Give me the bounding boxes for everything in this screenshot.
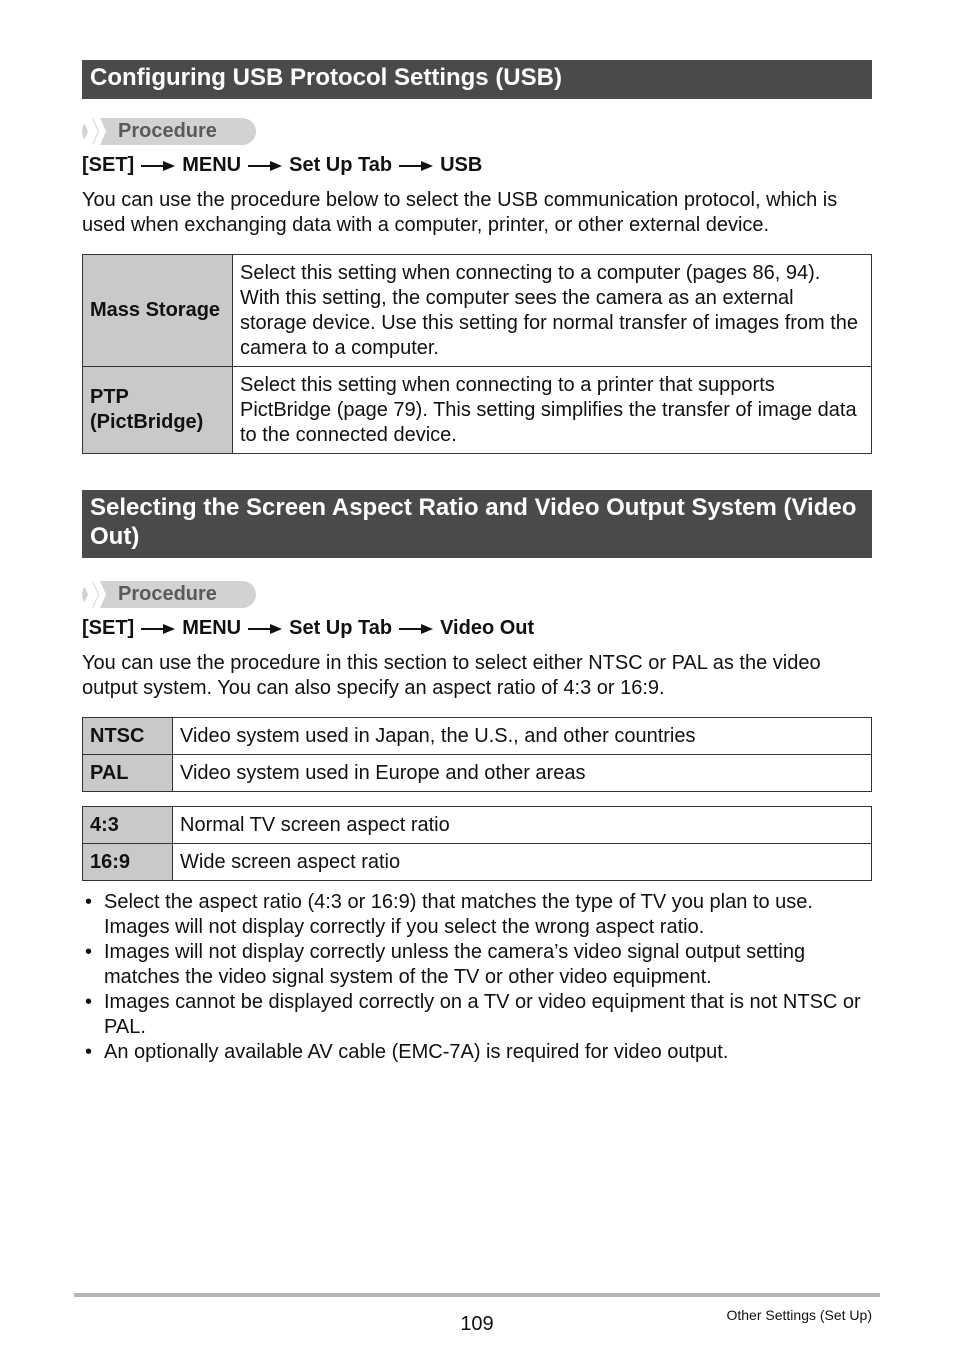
system-name: NTSC bbox=[83, 718, 173, 755]
list-item: • Select the aspect ratio (4:3 or 16:9) that matches the type of TV you plan to use. Images will not display correctly if you select the wrong aspect ratio. bbox=[82, 890, 872, 940]
ratio-name: 4:3 bbox=[83, 807, 173, 844]
table-row bbox=[83, 755, 872, 792]
path-step: MENU bbox=[182, 154, 242, 176]
video-menu-path bbox=[82, 617, 534, 640]
arrow-right-icon bbox=[248, 161, 282, 171]
arrow-right-icon bbox=[399, 624, 433, 634]
video-section-heading: Selecting the Screen Aspect Ratio and Video Output System (Video Out) bbox=[82, 490, 872, 558]
usb-settings-table bbox=[82, 254, 872, 454]
table-row bbox=[83, 367, 872, 454]
system-description: Video system used in Japan, the U.S., and other countries bbox=[173, 718, 872, 755]
path-step: [SET] bbox=[82, 154, 135, 176]
list-item: • Images will not display correctly unless the camera’s video signal output setting matches the video signal system of the TV or other video equipment. bbox=[82, 940, 872, 990]
table-row bbox=[83, 807, 872, 844]
path-step: Set Up Tab bbox=[289, 154, 393, 176]
aspect-ratio-table bbox=[82, 806, 872, 881]
list-item: • An optionally available AV cable (EMC-7A) is required for video output. bbox=[82, 1040, 872, 1065]
procedure-label: Procedure bbox=[118, 120, 217, 142]
usb-procedure-badge bbox=[82, 118, 256, 145]
arrow-right-icon bbox=[141, 161, 175, 171]
video-procedure-badge bbox=[82, 581, 256, 608]
list-item: • Images cannot be displayed correctly on a TV or video equipment that is not NTSC or PAL. bbox=[82, 990, 872, 1040]
system-name: PAL bbox=[83, 755, 173, 792]
path-step: Video Out bbox=[440, 617, 535, 639]
footer-section-title: Other Settings (Set Up) bbox=[726, 1307, 872, 1323]
video-system-table bbox=[82, 717, 872, 792]
usb-section-heading: Configuring USB Protocol Settings (USB) bbox=[82, 60, 872, 99]
path-step: USB bbox=[440, 154, 483, 176]
setting-description: Select this setting when connecting to a computer (pages 86, 94). With this setting, the computer sees the camera as an external storage device. Use this setting for normal transfer of images from the camera to a computer. bbox=[233, 255, 872, 367]
ratio-description: Wide screen aspect ratio bbox=[173, 844, 872, 881]
video-intro: You can use the procedure in this section to select either NTSC or PAL as the video output system. You can also specify an aspect ratio of 4:3 or 16:9. bbox=[82, 652, 821, 699]
table-row bbox=[83, 255, 872, 367]
path-step: MENU bbox=[182, 617, 242, 639]
usb-intro: You can use the procedure below to select the USB communication protocol, which is used when exchanging data with a computer, printer, or other external device. bbox=[82, 189, 838, 236]
ratio-name: 16:9 bbox=[83, 844, 173, 881]
system-description: Video system used in Europe and other areas bbox=[173, 755, 872, 792]
setting-description: Select this setting when connecting to a printer that supports PictBridge (page 79). This setting simplifies the transfer of image data to the connected device. bbox=[233, 367, 872, 454]
video-notes-list bbox=[82, 890, 872, 1065]
setting-name: PTP (PictBridge) bbox=[83, 367, 233, 454]
arrow-right-icon bbox=[399, 161, 433, 171]
ratio-description: Normal TV screen aspect ratio bbox=[173, 807, 872, 844]
procedure-label: Procedure bbox=[118, 583, 217, 605]
table-row bbox=[83, 844, 872, 881]
page-number: 109 bbox=[460, 1313, 494, 1335]
footer-divider bbox=[74, 1293, 880, 1297]
arrow-right-icon bbox=[141, 624, 175, 634]
setting-name: Mass Storage bbox=[83, 255, 233, 367]
path-step: [SET] bbox=[82, 617, 135, 639]
usb-menu-path bbox=[82, 154, 482, 177]
arrow-right-icon bbox=[248, 624, 282, 634]
table-row bbox=[83, 718, 872, 755]
path-step: Set Up Tab bbox=[289, 617, 393, 639]
